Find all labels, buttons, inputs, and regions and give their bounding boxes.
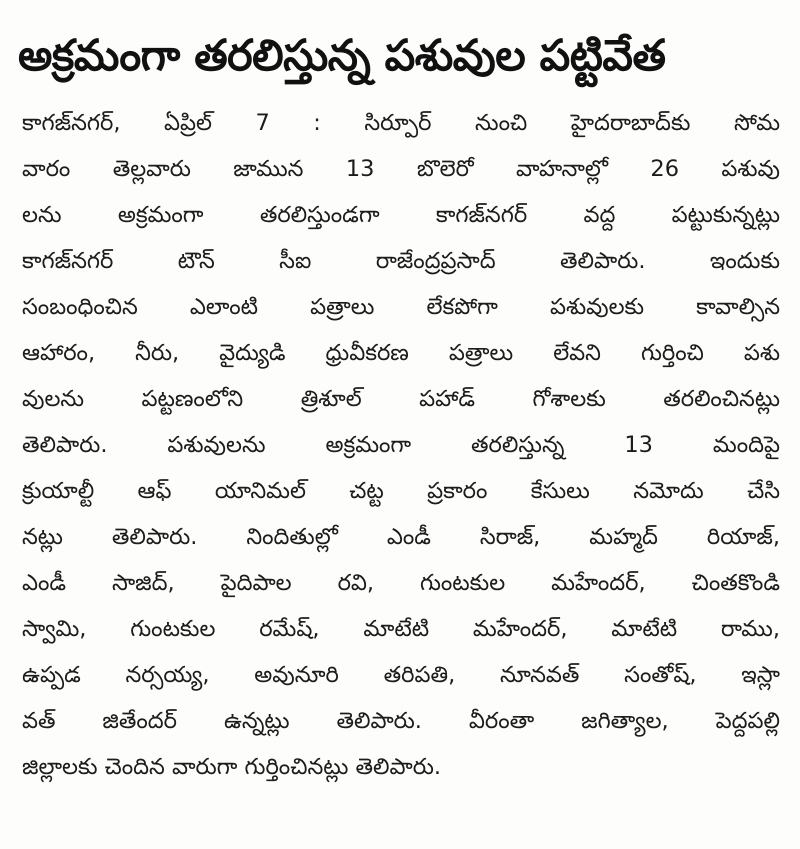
body-line: వులను పట్టణంలోని త్రిశూల్‌ పహాడ్‌ గోశాలకు తరలించినట్లు bbox=[22, 386, 780, 412]
body-line: క్రుయాల్టీ ఆఫ్‌ యానిమల్‌ చట్ట ప్రకారం కేసులు నమోదు చేసి bbox=[22, 478, 780, 504]
body-line: వారం తెల్లవారు జామున 13 బొలెరో వాహనాల్లో 26 పశువు bbox=[22, 156, 780, 182]
cut-off-previous-text bbox=[20, 0, 450, 6]
body-line: సంబంధించిన ఎలాంటి పత్రాలు లేకపోగా పశువులకు కావాల్సిన bbox=[22, 294, 780, 320]
body-line: స్వామి, గుంటకుల రమేష్‌, మాటేటి మహేందర్‌, మాటేటి రాము, bbox=[22, 616, 780, 642]
body-line: ఉప్పడ నర్సయ్య, అవునూరి తరిపతి, నూనవత్‌ సంతోష్‌, ఇస్లా bbox=[22, 662, 780, 688]
body-line: తెలిపారు. పశువులను అక్రమంగా తరలిస్తున్న 13 మందిపై bbox=[22, 432, 780, 458]
body-line: కాగజ్‌నగర్‌, ఏప్రిల్‌ 7 : సిర్పూర్‌ నుంచి హైదరాబాద్‌కు సోమ bbox=[22, 110, 780, 136]
article-headline: అక్రమంగా తరలిస్తున్న పశువుల పట్టివేత bbox=[18, 31, 666, 81]
body-line: లను అక్రమంగా తరలిస్తుండగా కాగజ్‌నగర్‌ వద్ద పట్టుకున్నట్లు bbox=[22, 202, 780, 228]
article-body bbox=[22, 100, 780, 790]
body-line: కాగజ్‌నగర్‌ టౌన్‌ సీఐ రాజేంద్రప్రసాద్‌ తెలిపారు. ఇందుకు bbox=[22, 248, 780, 274]
body-line: నట్లు తెలిపారు. నిందితుల్లో ఎండీ సిరాజ్‌, మహ్మద్‌ రియాజ్‌, bbox=[22, 524, 780, 550]
body-line: ఎండీ సాజిద్‌, పైదిపాల రవి, గుంటకుల మహేందర్‌, చింతకొండి bbox=[22, 570, 780, 596]
body-line: వత్‌ జితేందర్‌ ఉన్నట్లు తెలిపారు. వీరంతా జగిత్యాల, పెద్దపల్లి bbox=[22, 708, 780, 734]
body-line: జిల్లాలకు చెందిన వారుగా గుర్తించినట్లు తెలిపారు. bbox=[22, 754, 442, 780]
body-line: ఆహారం, నీరు, వైద్యుడి ధ్రువీకరణ పత్రాలు లేవని గుర్తించి పశు bbox=[22, 340, 780, 366]
